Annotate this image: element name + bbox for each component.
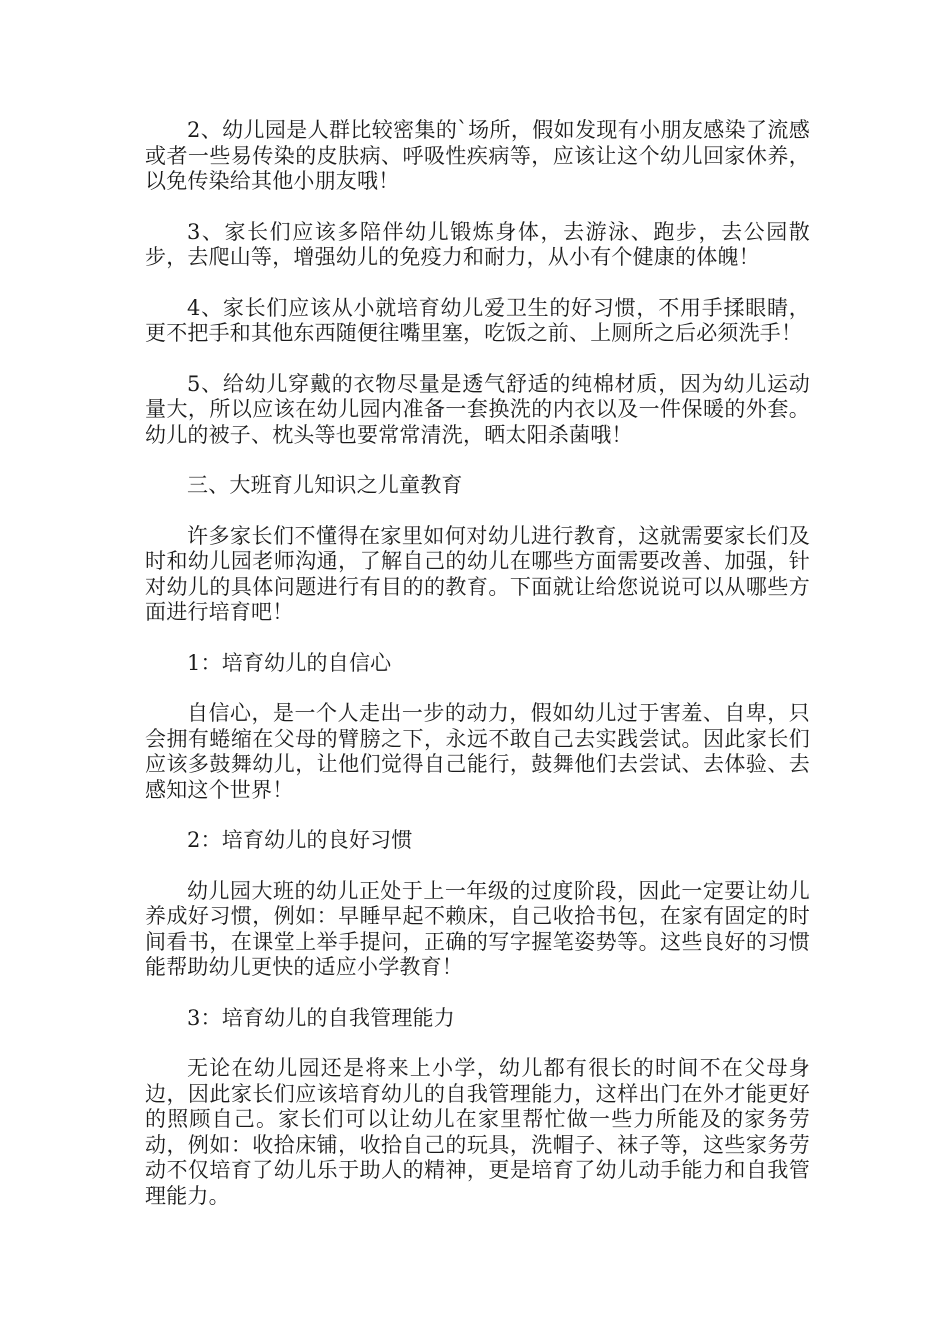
paragraph-confidence: 自信心，是一个人走出一步的动力，假如幼儿过于害羞、自卑，只会拥有蜷缩在父母的臂膀之下，永远不敢自己去实践尝试。因此家长们应该多鼓舞幼儿，让他们觉得自己能行，鼓舞他们去尝试、去体验、去感知这个世界！ [145,701,810,802]
paragraph-item-5: 5、给幼儿穿戴的衣物尽量是透气舒适的纯棉材质，因为幼儿运动量大，所以应该在幼儿园内准备一套换洗的内衣以及一件保暖的外套。幼儿的被子、枕头等也要常常清洗，晒太阳杀菌哦！ [145,371,810,447]
section-heading-children-education: 三、大班育儿知识之儿童教育 [187,473,463,497]
paragraph-item-4: 4、家长们应该从小就培育幼儿爱卫生的好习惯，不用手揉眼睛，更不把手和其他东西随便往嘴里塞，吃饭之前、上厕所之后必须洗手！ [145,295,810,345]
paragraph-good-habits: 幼儿园大班的幼儿正处于上一年级的过度阶段，因此一定要让幼儿养成好习惯，例如：早睡早起不赖床，自己收拾书包，在家有固定的时间看书，在课堂上举手提问，正确的写字握笔姿势等。这些良好的习惯能帮助幼儿更快的适应小学教育！ [145,878,810,979]
paragraph-intro: 许多家长们不懂得在家里如何对幼儿进行教育，这就需要家长们及时和幼儿园老师沟通，了解自己的幼儿在哪些方面需要改善、加强，针对幼儿的具体问题进行有目的的教育。下面就让给您说说可以从哪些方面进行培育吧！ [145,523,810,624]
paragraph-item-2: 2、幼儿园是人群比较密集的`场所，假如发现有小朋友感染了流感或者一些易传染的皮肤病、呼吸性疾病等，应该让这个幼儿回家休养，以免传染给其他小朋友哦！ [145,118,810,193]
subheading-self-management: 3：培育幼儿的自我管理能力 [187,1005,455,1030]
subheading-confidence: 1：培育幼儿的自信心 [187,650,392,675]
paragraph-item-3: 3、家长们应该多陪伴幼儿锻炼身体，去游泳、跑步，去公园散步，去爬山等，增强幼儿的免疫力和耐力，从小有个健康的体魄！ [145,219,810,269]
paragraph-self-management: 无论在幼儿园还是将来上小学，幼儿都有很长的时间不在父母身边，因此家长们应该培育幼儿的自我管理能力，这样出门在外才能更好的照顾自己。家长们可以让幼儿在家里帮忙做一些力所能及的家务劳动，例如：收拾床铺，收拾自己的玩具，洗帽子、袜子等，这些家务劳动不仅培育了幼儿乐于助人的精神，更是培育了幼儿动手能力和自我管理能力。 [145,1056,810,1208]
subheading-good-habits: 2：培育幼儿的良好习惯 [187,828,413,852]
document-page [145,118,810,1234]
